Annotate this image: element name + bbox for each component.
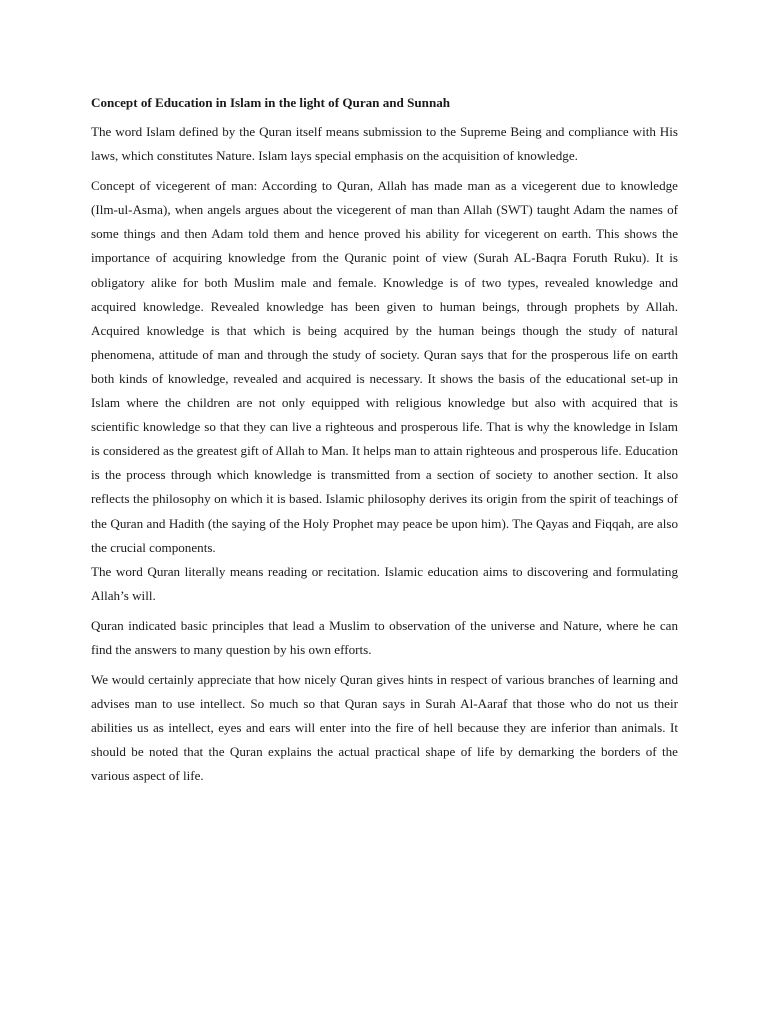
paragraph-intro: The word Islam defined by the Quran itself means submission to the Supreme Being and compliance with His laws, which constitutes Nature. Islam lays special emphasis on the acquisition of knowledge. bbox=[91, 124, 678, 164]
paragraph-quran-meaning: The word Quran literally means reading or recitation. Islamic education aims to discovering and formulating Allah’s will. bbox=[91, 563, 678, 603]
paragraph-principles: Quran indicated basic principles that lead a Muslim to observation of the universe and Nature, where he can find the answers to many question by his own efforts. bbox=[91, 617, 678, 657]
document-page bbox=[91, 93, 678, 795]
paragraph-vicegerent: Concept of vicegerent of man: According to Quran, Allah has made man as a vicegerent due to knowledge (Ilm-ul-Asma), when angels argues about the vicegerent of man than Allah (SWT) taught Adam the names of some things and then Adam told them and hence proved his ability for vicegerent on earth. This shows the importance of acquiring knowledge from the Quranic point of view (Surah AL-Baqra Foruth Ruku). It is obligatory alike for both Muslim male and female. Knowledge is of two types, revealed knowledge and acquired knowledge. Revealed knowledge has been given to human beings, through prophets by Allah. Acquired knowledge is that which is being acquired by the human beings though the study of natural phenomena, attitude of man and through the study of society. Quran says that for the prosperous life on earth both kinds of knowledge, revealed and acquired is necessary. It shows the basis of the educational set-up in Islam where the children are not only equipped with religious knowledge but also with acquired that is scientific knowledge so that they can live a righteous and prosperous life. That is why the knowledge in Islam is considered as the greatest gift of Allah to Man. It helps man to attain righteous and prosperous life. Education is the process through which knowledge is transmitted from a section of society to another section. It also reflects the philosophy on which it is based. Islamic philosophy derives its origin from the spirit of teachings of the Quran and Hadith (the saying of the Holy Prophet may peace be upon him). The Qayas and Fiqqah, are also the crucial components. bbox=[91, 178, 678, 555]
paragraph-intellect: We would certainly appreciate that how nicely Quran gives hints in respect of various branches of learning and advises man to use intellect. So much so that Quran says in Surah Al-Aaraf that those who do not us their abilities us as intellect, eyes and ears will enter into the fire of hell because they are inferior than animals. It should be noted that the Quran explains the actual practical shape of life by demarking the borders of the various aspect of life. bbox=[91, 672, 678, 784]
document-title: Concept of Education in Islam in the light of Quran and Sunnah bbox=[91, 95, 451, 110]
